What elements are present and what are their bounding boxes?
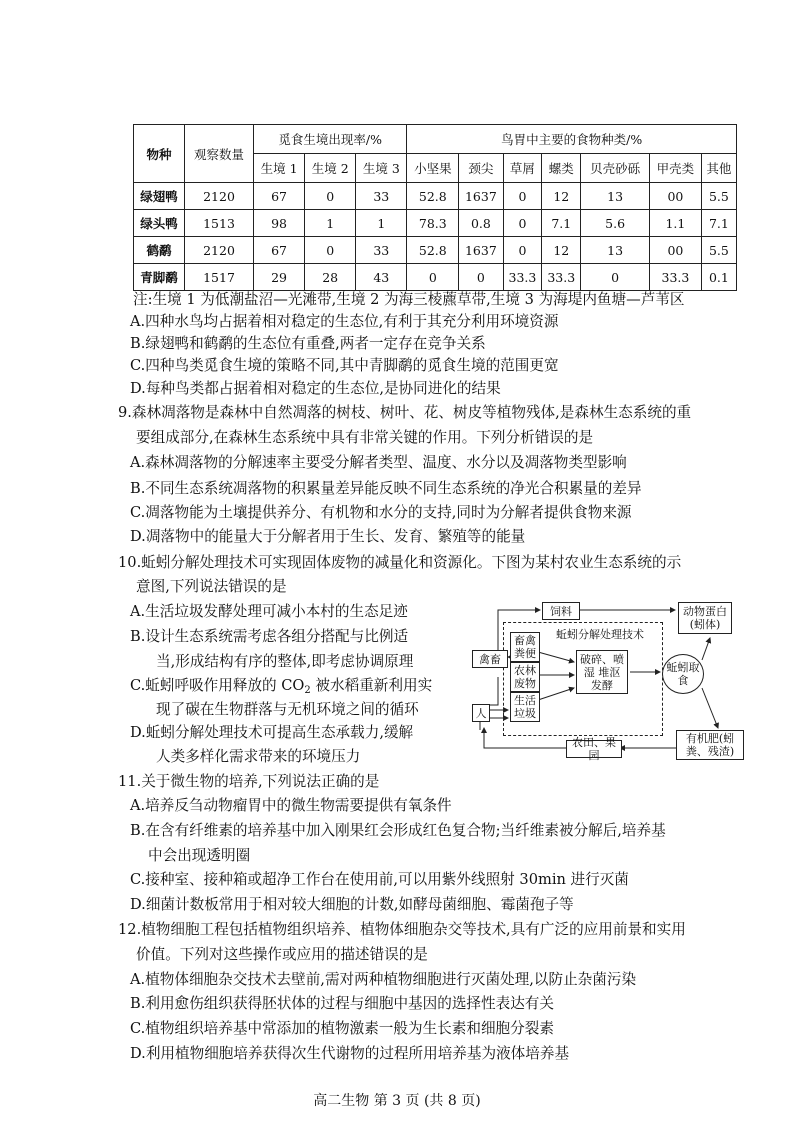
table-cell: 1637: [459, 237, 503, 264]
sub-header-cell: 生境 2: [305, 154, 356, 183]
table-cell: 52.8: [407, 183, 459, 210]
sub-header-cell: 贝壳砂砾: [581, 154, 650, 183]
q11-stem: 11.关于微生物的培养,下列说法正确的是: [118, 773, 380, 790]
species-name: 绿翅鸭: [134, 183, 185, 210]
table-cell: 5.6: [581, 210, 650, 237]
q8-option-c: C.四种鸟类觅食生境的策略不同,其中青脚鹬的觅食生境的范围更宽: [130, 357, 559, 374]
header-species: 物种: [134, 125, 185, 183]
ecosystem-diagram: [470, 600, 748, 760]
table-cell: 13: [581, 183, 650, 210]
species-name: 绿头鸭: [134, 210, 185, 237]
table-cell: 00: [649, 183, 701, 210]
sub-header-cell: 草屑: [503, 154, 542, 183]
q9-option-b: B.不同生态系统凋落物的积累量差异能反映不同生态系统的净光合积累量的差异: [130, 480, 642, 497]
table-cell: 0: [503, 210, 542, 237]
sub-header-cell: 生境 3: [356, 154, 407, 183]
sub-header-cell: 甲壳类: [649, 154, 701, 183]
table-cell: 52.8: [407, 237, 459, 264]
q8-option-d: D.每种鸟类都占据着相对稳定的生态位,是协同进化的结果: [130, 380, 501, 397]
table-cell: 98: [254, 210, 305, 237]
q10-option-b: B.设计生态系统需考虑各组分搭配与比例适: [130, 628, 409, 645]
table-cell: 2120: [185, 183, 254, 210]
q10-option-d: D.蚯蚓分解处理技术可提高生态承载力,缓解: [130, 724, 414, 741]
q10-stem-cont: 意图,下列说法错误的是: [136, 578, 287, 595]
q11-option-c: C.接种室、接种箱或超净工作台在使用前,可以用紫外线照射 30min 进行灭菌: [130, 871, 629, 888]
sub-header-cell: 生境 1: [254, 154, 305, 183]
q9-stem-cont: 要组成部分,在森林生态系统中具有非常关键的作用。下列分析错误的是: [136, 429, 594, 446]
box-livestock: 禽畜: [472, 650, 508, 668]
q9-option-a: A.森林凋落物的分解速率主要受分解者类型、温度、水分以及凋落物类型影响: [130, 454, 627, 471]
q10-option-a: A.生活垃圾发酵处理可减小本村的生态足迹: [130, 603, 408, 620]
table-row: [134, 210, 737, 237]
tech-label: 蚯蚓分解处理技术: [556, 628, 644, 641]
table-cell: 67: [254, 183, 305, 210]
q9-stem: 9.森林凋落物是森林中自然凋落的树枝、树叶、花、树皮等植物残体,是森林生态系统的重: [118, 404, 692, 421]
sub-header-cell: 螺类: [542, 154, 581, 183]
table-cell: 0.8: [459, 210, 503, 237]
q9-option-c: C.凋落物能为土壤提供养分、有机物和水分的支持,同时为分解者提供食物来源: [130, 504, 632, 521]
table-cell: 13: [581, 237, 650, 264]
q11-option-d: D.细菌计数板常用于相对较大细胞的计数,如酵母菌细胞、霉菌孢子等: [130, 896, 574, 913]
table-cell: 5.5: [701, 237, 736, 264]
table-cell: 1517: [185, 264, 254, 291]
table-cell: 43: [356, 264, 407, 291]
q12-option-a: A.植物体细胞杂交技术去壁前,需对两种植物细胞进行灭菌处理,以防止杂菌污染: [130, 971, 637, 988]
table-cell: 33: [356, 237, 407, 264]
species-name: 鹤鹬: [134, 237, 185, 264]
table-row: [134, 264, 737, 291]
q9-option-d: D.凋落物中的能量大于分解者用于生长、发育、繁殖等的能量: [130, 528, 526, 545]
table-cell: 0: [305, 237, 356, 264]
q10-option-c-cont: 现了碳在生物群落与无机环境之间的循环: [156, 701, 419, 718]
q12-option-c: C.植物组织培养基中常添加的植物激素一般为生长素和细胞分裂素: [130, 1020, 554, 1037]
q10-option-c: C.蚯蚓呼吸作用释放的 $CO_2$ 被水稻重新利用实: [130, 677, 433, 696]
header-food: 鸟胃中主要的食物种类/%: [407, 125, 737, 154]
box-process: 破碎、喷湿 堆沤 发酵: [576, 650, 628, 694]
box-field: 农田、果园: [566, 740, 622, 758]
circle-worm: 蚯蚓取食: [662, 654, 704, 694]
sub-header-cell: 颈尖: [459, 154, 503, 183]
table-cell: 2120: [185, 237, 254, 264]
table-cell: 0.1: [701, 264, 736, 291]
table-cell: 0: [503, 237, 542, 264]
table-cell: 1.1: [649, 210, 701, 237]
table-cell: 12: [542, 183, 581, 210]
table-cell: 1513: [185, 210, 254, 237]
table-cell: 12: [542, 237, 581, 264]
q12-stem: 12.植物细胞工程包括植物组织培养、植物体细胞杂交等技术,具有广泛的应用前景和实用: [118, 921, 686, 938]
page-footer: 高二生物 第 3 页 (共 8 页): [313, 1093, 481, 1109]
q10-option-d-cont: 人类多样化需求带来的环境压力: [156, 748, 361, 765]
box-garbage: 生活垃圾: [510, 692, 540, 722]
table-cell: 00: [649, 237, 701, 264]
q8-option-a: A.四种水鸟均占据着相对稳定的生态位,有利于其充分利用环境资源: [130, 313, 559, 330]
table-cell: 33: [356, 183, 407, 210]
box-fertilizer: 有机肥(蚓粪、残渣): [676, 730, 744, 760]
header-habitat: 觅食生境出现率/%: [254, 125, 407, 154]
q10-stem: 10.蚯蚓分解处理技术可实现固体废物的减量化和资源化。下图为某村农业生态系统的示: [118, 554, 682, 571]
q10-option-b-cont: 当,形成结构有序的整体,即考虑协调原理: [156, 653, 414, 670]
table-cell: 7.1: [542, 210, 581, 237]
species-name: 青脚鹬: [134, 264, 185, 291]
box-waste: 农林废物: [510, 662, 540, 692]
table-cell: 1: [305, 210, 356, 237]
table-cell: 33.3: [649, 264, 701, 291]
table-cell: 0: [305, 183, 356, 210]
q8-option-b: B.绿翅鸭和鹤鹬的生态位有重叠,两者一定存在竞争关系: [130, 335, 486, 352]
table-cell: 1: [356, 210, 407, 237]
table-cell: 78.3: [407, 210, 459, 237]
table-cell: 0: [503, 183, 542, 210]
q12-stem-cont: 价值。下列对这些操作或应用的描述错误的是: [136, 946, 428, 963]
table-cell: 28: [305, 264, 356, 291]
table-cell: 5.5: [701, 183, 736, 210]
bird-data-table: [133, 124, 737, 291]
sub-header-cell: 其他: [701, 154, 736, 183]
table-cell: 33.3: [503, 264, 542, 291]
q12-option-d: D.利用植物细胞培养获得次生代谢物的过程所用培养基为液体培养基: [130, 1045, 570, 1062]
table-cell: 7.1: [701, 210, 736, 237]
box-animal-protein: 动物蛋白(蚓体): [678, 602, 732, 634]
table-cell: 33.3: [542, 264, 581, 291]
header-count: 观察数量: [185, 125, 254, 183]
table-cell: 1637: [459, 183, 503, 210]
table-row: [134, 237, 737, 264]
q11-option-b-cont: 中会出现透明圈: [148, 847, 251, 864]
table-cell: 29: [254, 264, 305, 291]
box-manure: 畜禽粪便: [510, 632, 540, 662]
q12-option-b: B.利用愈伤组织获得胚状体的过程与细胞中基因的选择性表达有关: [130, 995, 554, 1012]
sub-header-cell: 小坚果: [407, 154, 459, 183]
table-cell: 67: [254, 237, 305, 264]
q11-option-a: A.培养反刍动物瘤胃中的微生物需要提供有氧条件: [130, 797, 452, 814]
table-note: 注:生境 1 为低潮盐沼—光滩带,生境 2 为海三棱藨草带,生境 3 为海堤内鱼塘—芦苇区: [133, 291, 685, 308]
table-cell: 0: [581, 264, 650, 291]
table-cell: 0: [459, 264, 503, 291]
table-cell: 0: [407, 264, 459, 291]
box-feed: 饲料: [542, 602, 580, 620]
q11-option-b: B.在含有纤维素的培养基中加入刚果红会形成红色复合物;当纤维素被分解后,培养基: [130, 822, 666, 839]
table-row: [134, 183, 737, 210]
table-body: [134, 183, 737, 291]
box-human: 人: [472, 704, 490, 722]
